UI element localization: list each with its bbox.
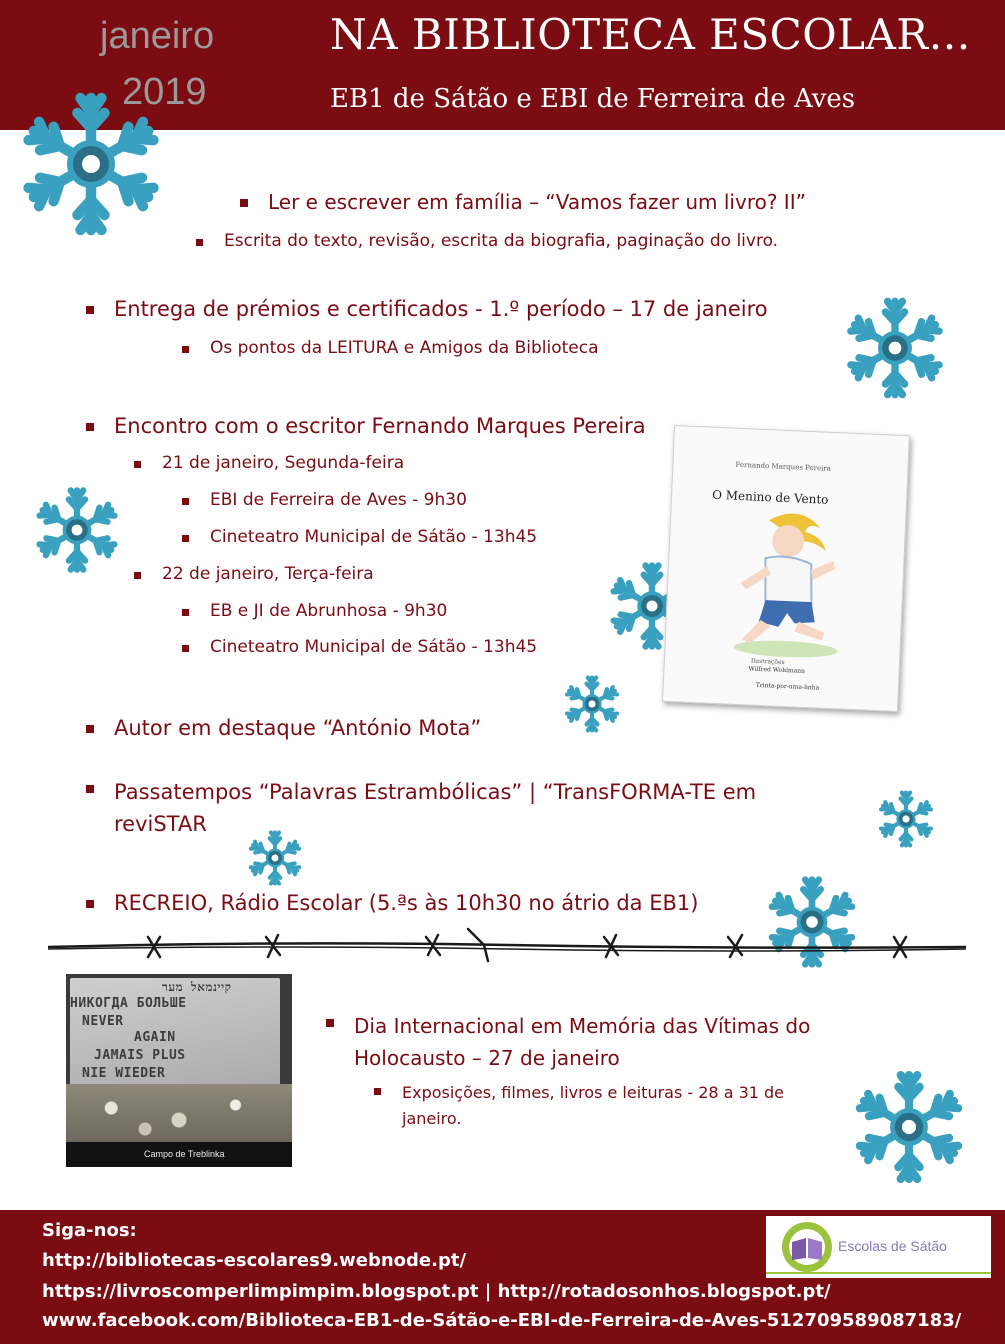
stone-inscription: NEVER: [82, 1014, 124, 1029]
memorial-rocks: [66, 1084, 292, 1144]
list-item: Cineteatro Municipal de Sátão - 13h45: [210, 637, 538, 657]
snowflake-icon: [876, 786, 936, 852]
list-item: Dia Internacional em Memória das Vítimas do Holocausto – 27 de janeiro: [354, 1010, 844, 1074]
photo-caption: Campo de Treblinka: [66, 1142, 292, 1167]
list-item: Passatempos “Palavras Estrambólicas” | “TransFORMA-TE em reviSTAR: [114, 776, 814, 840]
barbed-wire-divider: [48, 925, 966, 965]
snowflake-icon: [32, 482, 122, 578]
facebook-link[interactable]: www.facebook.com/Biblioteca-EB1-de-Sátão-e-EBI-de-Ferreira-de-Aves-512709589087183/: [42, 1310, 962, 1331]
website-link[interactable]: http://bibliotecas-escolares9.webnode.pt/: [42, 1250, 467, 1271]
page-title: NA BIBLIOTECA ESCOLAR…: [330, 10, 971, 59]
stone-inscription: NIE WIEDER: [82, 1066, 166, 1081]
stone-inscription: קיינמאל מער: [162, 980, 232, 994]
list-item: Autor em destaque “António Mota”: [114, 716, 482, 740]
snowflake-icon: [842, 290, 948, 406]
snowflake-icon: [16, 80, 166, 248]
book-title: O Menino de Vento: [711, 487, 829, 507]
book-illustration-label: Ilustrações: [750, 657, 785, 667]
running-boy-illustration: [723, 506, 849, 661]
school-logo: [766, 1216, 991, 1278]
stone-inscription: НИКОГДА БОЛЬШЕ: [70, 996, 187, 1011]
list-item: Cineteatro Municipal de Sátão - 13h45: [210, 527, 538, 547]
list-item: Os pontos da LEITURA e Amigos da Biblioteca: [210, 338, 599, 358]
month-label: janeiro: [100, 15, 215, 57]
list-item: EB e JI de Abrunhosa - 9h30: [210, 601, 448, 621]
list-item: Entrega de prémios e certificados - 1.º período – 17 de janeiro: [114, 297, 768, 321]
follow-label: Siga-nos:: [42, 1220, 137, 1241]
snowflake-icon: [562, 672, 622, 736]
list-item: Encontro com o escritor Fernando Marques Pereira: [114, 414, 646, 438]
page-subtitle: EB1 de Sátão e EBI de Ferreira de Aves: [330, 84, 856, 114]
logo-text: Escolas de Sátão: [838, 1238, 947, 1254]
book-publisher: Trinta-por-uma-linha: [755, 681, 820, 692]
list-item: 21 de janeiro, Segunda-feira: [162, 453, 405, 473]
snowflake-icon: [850, 1062, 968, 1192]
year-label: 2019: [122, 71, 207, 113]
list-item: 22 de janeiro, Terça-feira: [162, 564, 374, 584]
list-item: Exposições, filmes, livros e leituras - 28 a 31 de janeiro.: [402, 1080, 832, 1132]
list-item: Escrita do texto, revisão, escrita da biografia, paginação do livro.: [224, 231, 779, 251]
book-illustrator: Wilfred Wohlmann: [748, 665, 806, 675]
list-item: RECREIO, Rádio Escolar (5.ªs às 10h30 no átrio da EB1): [114, 891, 699, 915]
book-author: Fernando Marques Pereira: [735, 460, 832, 473]
open-book-logo-icon: [780, 1220, 834, 1274]
stone-inscription: AGAIN: [134, 1030, 176, 1045]
logo-underline: [766, 1272, 991, 1274]
holocaust-memorial-photo: [66, 974, 292, 1167]
list-item: Ler e escrever em família – “Vamos fazer um livro? II”: [268, 190, 806, 214]
memorial-stone: [70, 978, 280, 1093]
book-cover: [662, 425, 910, 712]
blog-links[interactable]: https://livroscomperlimpimpim.blogspot.pt | http://rotadosonhos.blogspot.pt/: [42, 1281, 831, 1302]
stone-inscription: JAMAIS PLUS: [94, 1048, 186, 1063]
list-item: EBI de Ferreira de Aves - 9h30: [210, 490, 467, 510]
